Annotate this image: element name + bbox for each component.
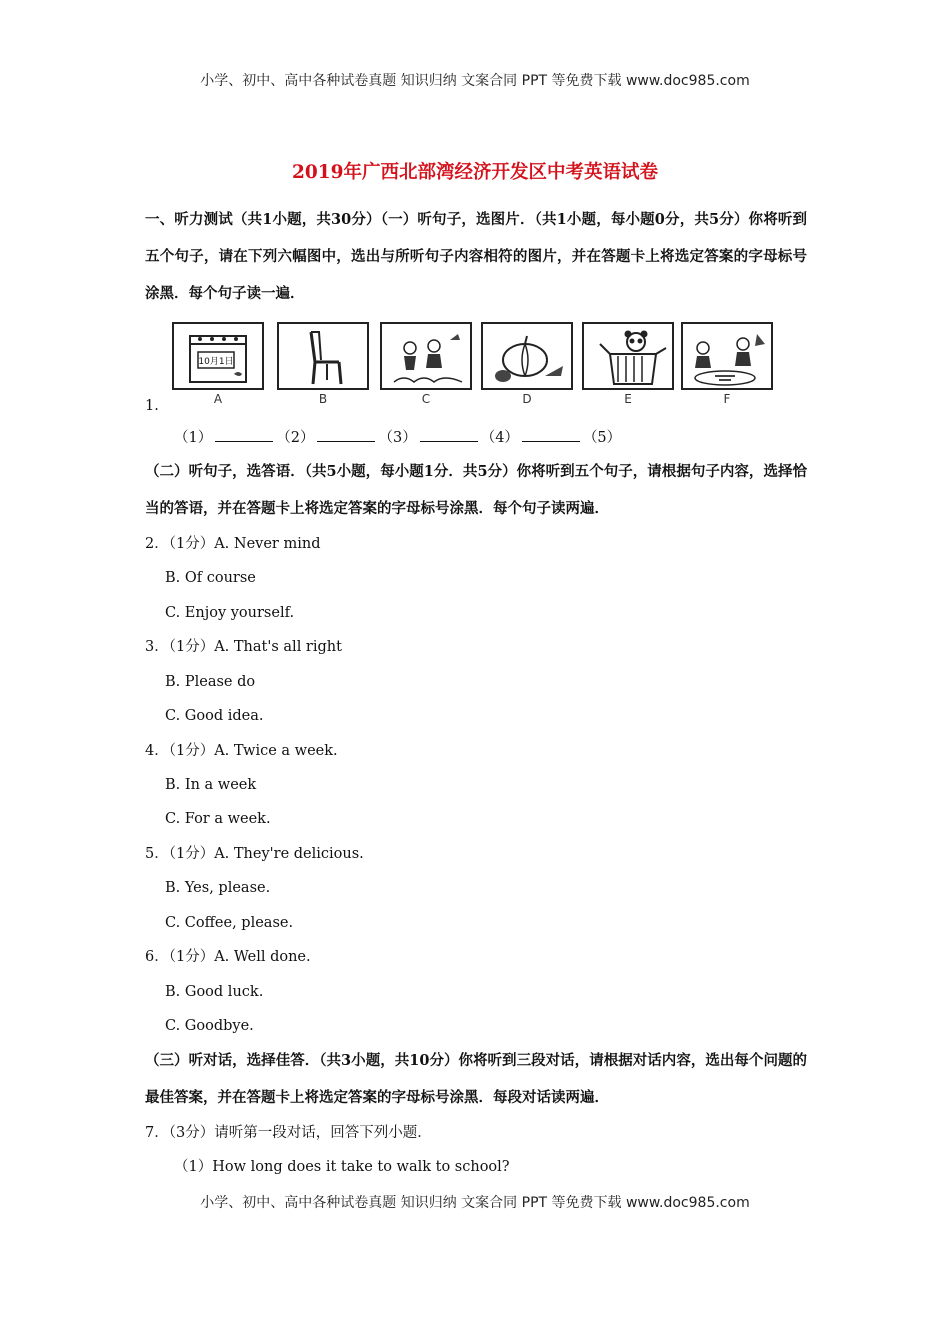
q4-option-c: C. For a week.	[165, 811, 271, 827]
q2-stem: 2．（1分）A. Never mind	[145, 536, 321, 552]
blank-label-5: （5）	[582, 430, 622, 446]
blank-label-4: （4）	[480, 430, 519, 446]
q6-stem: 6．（1分）A. Well done.	[145, 949, 311, 965]
picture-label-d: D	[522, 392, 532, 406]
page-footer: 小学、初中、高中各种试卷真题 知识归纳 文案合同 PPT 等免费下载 www.doc985.com	[200, 1195, 750, 1211]
q3-option-c: C. Good idea.	[165, 708, 264, 724]
answer-blank-1[interactable]	[215, 427, 273, 442]
answer-blank-3[interactable]	[420, 427, 478, 442]
picture-label-b: B	[318, 392, 328, 406]
picture-label-f: F	[723, 392, 731, 406]
picture-d	[481, 322, 573, 412]
picture-e	[582, 322, 674, 412]
answer-blank-4[interactable]	[522, 427, 580, 442]
q7-stem: 7．（3分）请听第一段对话，回答下列小题．	[145, 1125, 432, 1141]
picture-label-e: E	[624, 392, 632, 406]
picture-options	[172, 322, 777, 412]
section3-intro: （三）听对话，选择佳答．（共3小题，共10分）你将听到三段对话，请根据对话内容，选出每个问题的最佳答案，并在答题卡上将选定答案的字母标号涂黑．每段对话读两遍．	[145, 1052, 807, 1106]
picture-label-c: C	[421, 392, 431, 406]
picture-label-a: A	[213, 392, 223, 406]
q1-number: 1.	[145, 398, 159, 414]
exam-title: 2019年广西北部湾经济开发区中考英语试卷	[292, 162, 658, 183]
q7-sub1: （1）How long does it take to walk to school?	[174, 1159, 510, 1175]
q1-answer-blanks	[174, 427, 621, 448]
blank-label-2: （2）	[276, 430, 315, 446]
q6-option-c: C. Goodbye.	[165, 1018, 254, 1034]
children-playing-icon	[384, 326, 472, 390]
q5-option-b: B. Yes, please.	[165, 880, 271, 896]
q4-stem: 4．（1分）A. Twice a week.	[145, 743, 338, 759]
family-picnic-icon	[685, 326, 773, 390]
q5-option-c: C. Coffee, please.	[165, 915, 294, 931]
blank-label-1: （1）	[174, 430, 213, 446]
pumpkin-vegetables-icon	[485, 326, 573, 390]
svg-text:10月1日: 10月1日	[198, 357, 234, 367]
q2-option-c: C. Enjoy yourself.	[165, 605, 295, 621]
q3-option-b: B. Please do	[165, 674, 256, 690]
picture-b	[277, 322, 369, 412]
section2-intro: （二）听句子，选答语．（共5小题，每小题1分．共5分）你将听到五个句子，请根据句子内容，选择恰当的答语，并在答题卡上将选定答案的字母标号涂黑．每个句子读两遍．	[145, 463, 807, 517]
section1-intro: 一、听力测试（共1小题，共30分）（一）听句子，选图片．（共1小题，每小题0分，共5分）你将听到五个句子，请在下列六幅图中，选出与所听句子内容相符的图片，并在答题卡上将选定答案的字母标号涂黑．每个句子读一遍．	[145, 211, 807, 302]
answer-blank-2[interactable]	[317, 427, 375, 442]
blank-label-3: （3）	[378, 430, 417, 446]
chair-icon	[281, 326, 369, 390]
picture-a	[172, 322, 264, 412]
q2-option-b: B. Of course	[165, 570, 256, 586]
picture-f	[681, 322, 773, 412]
q4-option-b: B. In a week	[165, 777, 257, 793]
q5-stem: 5．（1分）A. They're delicious.	[145, 846, 364, 862]
calendar-icon	[176, 326, 264, 390]
picture-c	[380, 322, 472, 412]
q6-option-b: B. Good luck.	[165, 984, 264, 1000]
page-header: 小学、初中、高中各种试卷真题 知识归纳 文案合同 PPT 等免费下载 www.doc985.com	[200, 73, 750, 89]
panda-box-icon	[586, 326, 674, 390]
q3-stem: 3．（1分）A. That's all right	[145, 639, 342, 655]
